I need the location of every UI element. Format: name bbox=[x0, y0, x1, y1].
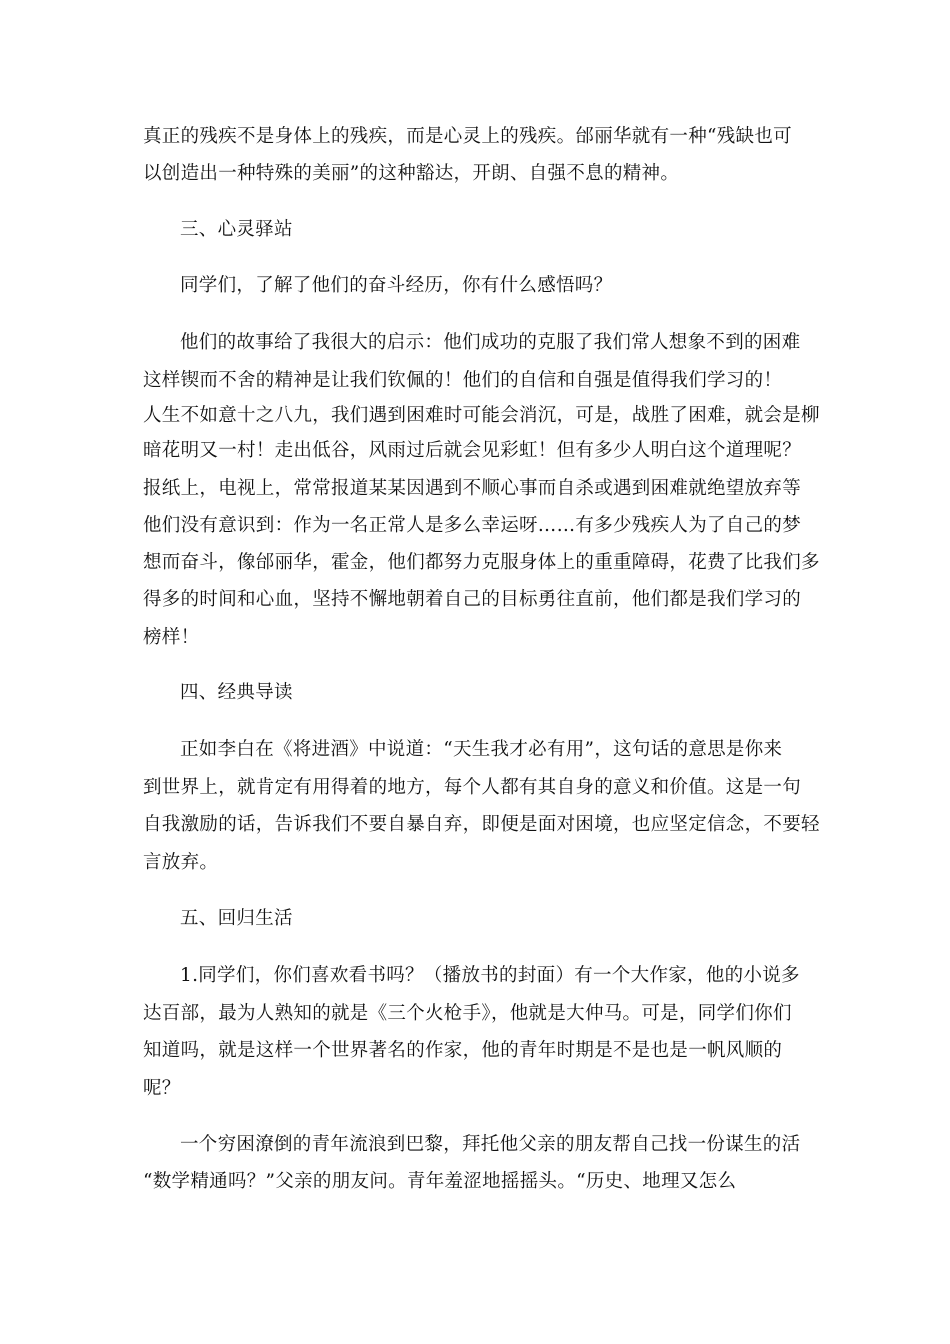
paragraph-4-line-4: 呢？ bbox=[143, 1078, 181, 1099]
section-heading-4: 四、经典导读 bbox=[180, 682, 293, 703]
paragraph-2-line-9: 榜样！ bbox=[143, 627, 200, 648]
paragraph-1-line-1: 真正的残疾不是身体上的残疾，而是心灵上的残疾。邰丽华就有一种“残缺也可 bbox=[143, 126, 792, 147]
paragraph-3-line-3: 自我激励的话，告诉我们不要自暴自弃，即便是面对困境，也应坚定信念，不要轻 bbox=[143, 814, 820, 835]
paragraph-2-line-2: 这样锲而不舍的精神是让我们钦佩的！他们的自信和自强是值得我们学习的！ bbox=[143, 370, 783, 391]
paragraph-4-line-3: 知道吗，就是这样一个世界著名的作家，他的青年时期是不是也是一帆风顺的 bbox=[143, 1040, 783, 1061]
paragraph-3-line-2: 到世界上，就肯定有用得着的地方，每个人都有其自身的意义和价值。这是一句 bbox=[143, 777, 802, 798]
paragraph-2-line-6: 他们没有意识到：作为一名正常人是多么幸运呀……有多少残疾人为了自己的梦 bbox=[143, 515, 802, 536]
paragraph-5-line-1: 一个穷困潦倒的青年流浪到巴黎，拜托他父亲的朋友帮自己找一份谋生的活 bbox=[180, 1134, 801, 1155]
section-heading-5: 五、回归生活 bbox=[180, 908, 293, 929]
paragraph-2-line-3: 人生不如意十之八九，我们遇到困难时可能会消沉，可是，战胜了困难，就会是柳 bbox=[143, 405, 820, 426]
section-heading-3: 三、心灵驿站 bbox=[180, 219, 293, 240]
paragraph-3-line-4: 言放弃。 bbox=[143, 852, 219, 873]
question-paragraph: 同学们，了解了他们的奋斗经历，你有什么感悟吗？ bbox=[180, 275, 613, 296]
paragraph-3-line-1: 正如李白在《将进酒》中说道：“天生我才必有用”，这句话的意思是你来 bbox=[180, 739, 783, 760]
paragraph-2-line-7: 想而奋斗，像邰丽华，霍金，他们都努力克服身体上的重重障碍，花费了比我们多 bbox=[143, 552, 820, 573]
paragraph-4-line-2: 达百部，最为人熟知的就是《三个火枪手》，他就是大仲马。可是，同学们你们 bbox=[143, 1003, 792, 1024]
paragraph-2-line-4: 暗花明又一村！走出低谷，风雨过后就会见彩虹！但有多少人明白这个道理呢？ bbox=[143, 440, 802, 461]
paragraph-1-line-2: 以创造出一种特殊的美丽”的这种豁达，开朗、自强不息的精神。 bbox=[143, 163, 680, 184]
paragraph-2-line-5: 报纸上，电视上，常常报道某某因遇到不顺心事而自杀或遇到困难就绝望放弃等 bbox=[143, 478, 802, 499]
paragraph-2-line-1: 他们的故事给了我很大的启示：他们成功的克服了我们常人想象不到的困难 bbox=[180, 332, 801, 353]
paragraph-2-line-8: 得多的时间和心血，坚持不懈地朝着自己的目标勇往直前，他们都是我们学习的 bbox=[143, 589, 802, 610]
paragraph-5-line-2: “数学精通吗？”父亲的朋友问。青年羞涩地摇摇头。“历史、地理又怎么 bbox=[143, 1171, 737, 1192]
paragraph-4-line-1: 1.同学们，你们喜欢看书吗？（播放书的封面）有一个大作家，他的小说多 bbox=[180, 965, 800, 986]
